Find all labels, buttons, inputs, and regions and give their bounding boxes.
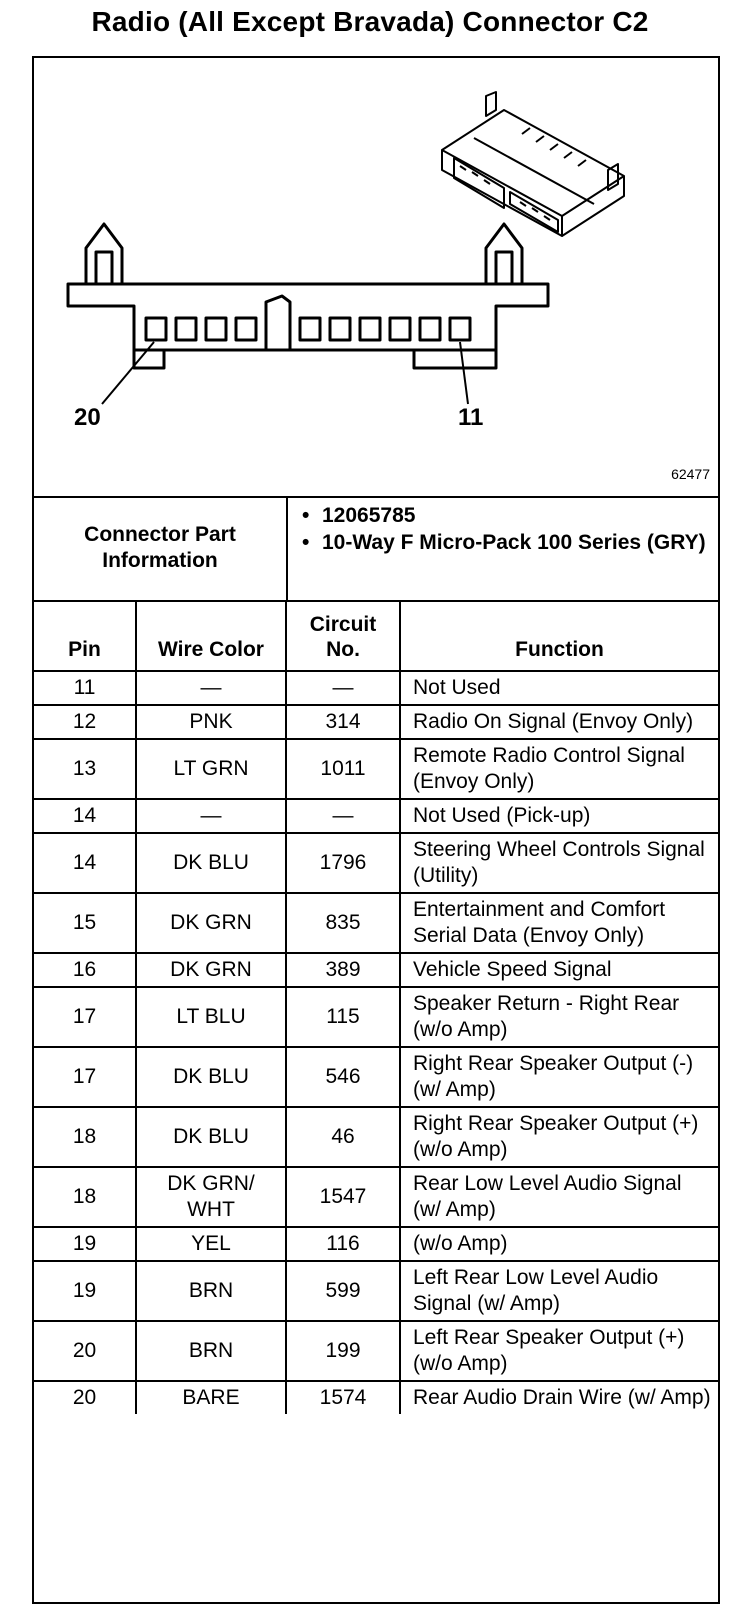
part-number: • 12065785 [296, 502, 716, 529]
function-cell: Rear Audio Drain Wire (w/ Amp) [400, 1381, 718, 1414]
connector-drawing [34, 58, 718, 496]
wire-color-cell: LT BLU [136, 987, 286, 1047]
pin-header: Pin [34, 600, 136, 671]
pinout-table [34, 600, 718, 1414]
circuit-cell: 46 [286, 1107, 400, 1167]
pin-cell: 17 [34, 987, 136, 1047]
circuit-cell: — [286, 799, 400, 833]
wire-color-cell: DK GRN [136, 893, 286, 953]
circuit-cell: 546 [286, 1047, 400, 1107]
pin-cell: 14 [34, 833, 136, 893]
function-cell: Speaker Return - Right Rear (w/o Amp) [400, 987, 718, 1047]
table-row [34, 799, 718, 833]
circuit-cell: — [286, 671, 400, 705]
page-title: Radio (All Except Bravada) Connector C2 [91, 6, 649, 37]
connector-front-view [68, 224, 548, 404]
table-row [34, 739, 718, 799]
figure-number: 62477 [671, 466, 710, 482]
function-cell: (w/o Amp) [400, 1227, 718, 1261]
circuit-cell: 116 [286, 1227, 400, 1261]
function-cell: Right Rear Speaker Output (+) (w/o Amp) [400, 1107, 718, 1167]
wire-color-cell: — [136, 799, 286, 833]
function-cell: Not Used (Pick-up) [400, 799, 718, 833]
function-cell: Left Rear Low Level Audio Signal (w/ Amp) [400, 1261, 718, 1321]
pin-cell: 18 [34, 1107, 136, 1167]
function-cell: Left Rear Speaker Output (+) (w/o Amp) [400, 1321, 718, 1381]
connector-iso-sketch [442, 92, 624, 236]
circuit-cell: 1547 [286, 1167, 400, 1227]
table-row [34, 671, 718, 705]
connector-part-info-label: Connector Part Information [34, 496, 288, 600]
pin-cell: 15 [34, 893, 136, 953]
table-header-row [34, 600, 718, 671]
wire-color-cell: BARE [136, 1381, 286, 1414]
function-cell: Steering Wheel Controls Signal (Utility) [400, 833, 718, 893]
wire-color-header: Wire Color [136, 600, 286, 671]
connector-sheet [32, 56, 720, 1604]
table-row [34, 705, 718, 739]
wire-color-cell: BRN [136, 1261, 286, 1321]
function-cell: Radio On Signal (Envoy Only) [400, 705, 718, 739]
function-cell: Rear Low Level Audio Signal (w/ Amp) [400, 1167, 718, 1227]
circuit-cell: 115 [286, 987, 400, 1047]
wire-color-cell: BRN [136, 1321, 286, 1381]
table-row [34, 1227, 718, 1261]
table-row [34, 1321, 718, 1381]
table-row [34, 1047, 718, 1107]
wire-color-cell: DK BLU [136, 1047, 286, 1107]
table-row [34, 953, 718, 987]
table-row [34, 987, 718, 1047]
circuit-cell: 599 [286, 1261, 400, 1321]
circuit-header: Circuit No. [286, 600, 400, 671]
wire-color-cell: YEL [136, 1227, 286, 1261]
circuit-cell: 314 [286, 705, 400, 739]
connector-part-info-values [296, 502, 716, 556]
circuit-cell: 1011 [286, 739, 400, 799]
wire-color-cell: DK GRN/ WHT [136, 1167, 286, 1227]
wire-color-cell: DK GRN [136, 953, 286, 987]
table-row [34, 1167, 718, 1227]
table-row [34, 1381, 718, 1414]
table-row [34, 833, 718, 893]
wire-color-cell: LT GRN [136, 739, 286, 799]
pin-11-label: 11 [458, 404, 484, 431]
function-cell: Right Rear Speaker Output (-) (w/ Amp) [400, 1047, 718, 1107]
pin-cell: 17 [34, 1047, 136, 1107]
wire-color-cell: DK BLU [136, 833, 286, 893]
connector-diagram [34, 58, 718, 498]
circuit-cell: 199 [286, 1321, 400, 1381]
pin-20-label: 20 [74, 404, 101, 431]
connector-part-info [34, 496, 718, 602]
function-cell: Remote Radio Control Signal (Envoy Only) [400, 739, 718, 799]
pin-cell: 20 [34, 1381, 136, 1414]
pin-cell: 11 [34, 671, 136, 705]
function-cell: Not Used [400, 671, 718, 705]
pin-cell: 13 [34, 739, 136, 799]
pin-cell: 14 [34, 799, 136, 833]
wire-color-cell: — [136, 671, 286, 705]
circuit-cell: 389 [286, 953, 400, 987]
function-cell: Vehicle Speed Signal [400, 953, 718, 987]
pin-cell: 19 [34, 1227, 136, 1261]
function-header: Function [400, 600, 718, 671]
wire-color-cell: DK BLU [136, 1107, 286, 1167]
connector-type: • 10-Way F Micro-Pack 100 Series (GRY) [296, 529, 716, 556]
circuit-cell: 1796 [286, 833, 400, 893]
pin-cell: 18 [34, 1167, 136, 1227]
table-row [34, 1261, 718, 1321]
table-row [34, 1107, 718, 1167]
circuit-cell: 1574 [286, 1381, 400, 1414]
function-cell: Entertainment and Comfort Serial Data (Envoy Only) [400, 893, 718, 953]
pin-cell: 19 [34, 1261, 136, 1321]
pin-cell: 12 [34, 705, 136, 739]
wire-color-cell: PNK [136, 705, 286, 739]
pin-cell: 20 [34, 1321, 136, 1381]
table-row [34, 893, 718, 953]
circuit-cell: 835 [286, 893, 400, 953]
pin-cell: 16 [34, 953, 136, 987]
